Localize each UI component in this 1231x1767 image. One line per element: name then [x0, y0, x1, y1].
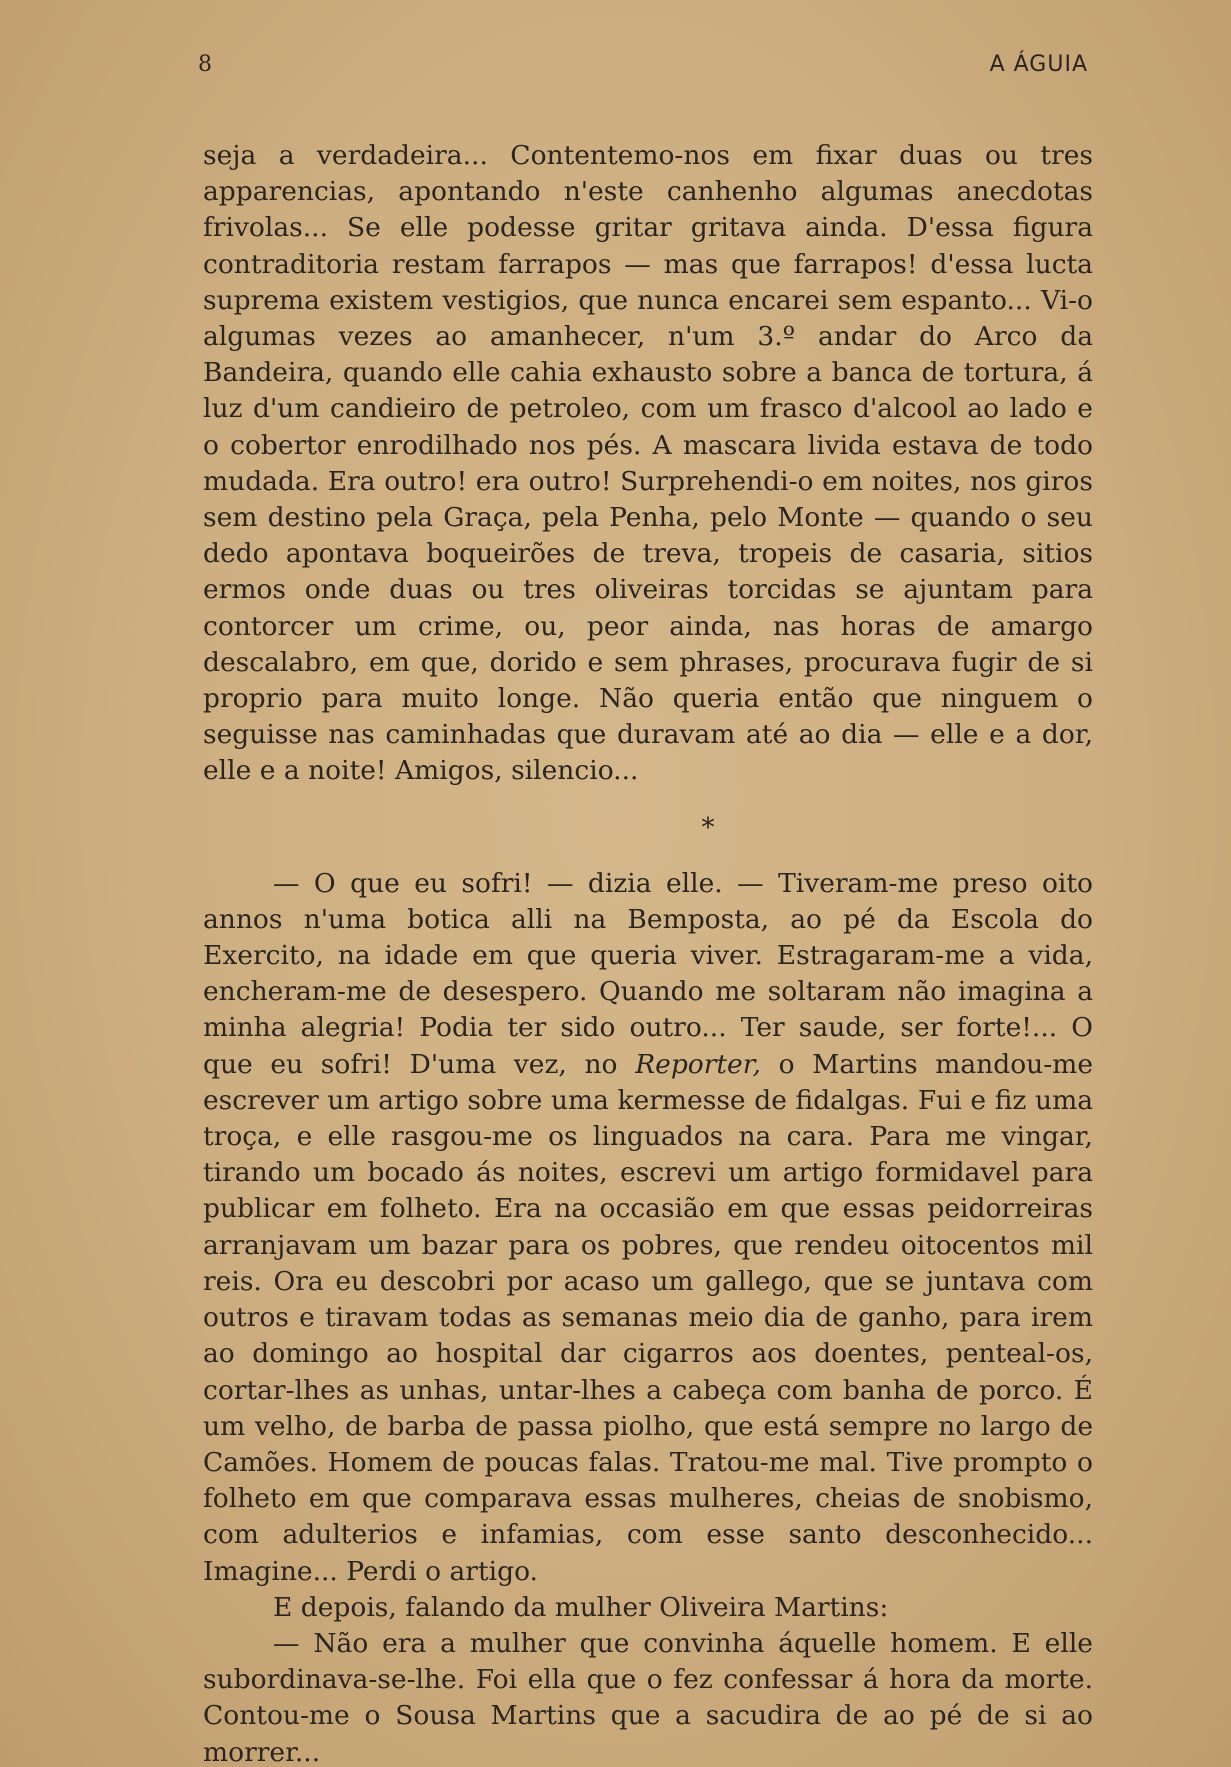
page-number: 8	[198, 52, 212, 77]
running-title: A ÁGUIA	[989, 52, 1088, 77]
paragraph-1: seja a verdadeira... Contentemo-nos em fixar duas ou tres apparencias, apontando n'este canhenho algumas anecdotas frivolas... Se elle podesse gritar gritava ainda. D'essa figura contraditoria restam farrapos — mas que farrapos! d'essa lucta suprema existem vestigios, que nunca encarei sem espanto... Vi-o algumas vezes ao amanhecer, n'um 3.º andar do Arco da Bandeira, quando elle cahia exhausto sobre a banca de tortura, á luz d'um candieiro de petroleo, com um frasco d'alcool ao lado e o cobertor enrodilhado nos pés. A mascara livida estava de todo mudada. Era outro! era outro! Surprehendi-o em noites, nos giros sem destino pela Graça, pela Penha, pelo Monte — quando o seu dedo apontava boqueirões de treva, tropeis de casaria, sitios ermos onde duas ou tres oliveiras torcidas se ajuntam para contorcer um crime, ou, peor ainda, nas horas de amargo descalabro, em que, dorido e sem phrases, procurava fugir de si proprio para muito longe. Não queria então que ninguem o seguisse nas caminhadas que duravam até ao dia — elle e a dor, elle e a noite! Amigos, silencio...	[203, 140, 1093, 787]
newspaper-title: Reporter,	[635, 1048, 761, 1080]
section-separator: *	[701, 812, 715, 843]
paragraph-2-part-b: o Martins mandou-me escrever um artigo sobre uma kermesse de fidalgas. Fui e fiz uma troça, e elle rasgou-me os linguados na cara. Para me vingar, tirando um bocado ás noites, escrevi um artigo formidavel para publicar em folheto. Era na occasião em que essas peidorreiras arranjavam um bazar para os pobres, que rendeu oitocentos mil reis. Ora eu descobri por acaso um gallego, que se juntava com outros e tiravam todas as semanas meio dia de ganho, para irem ao domingo ao hospital dar cigarros aos doentes, penteal-os, cortar-lhes as unhas, untar-lhes a cabeça com banha de porco. É um velho, de barba de passa piolho, que está sempre no largo de Camões. Homem de poucas falas. Tratou-me mal. Tive prompto o folheto em que comparava essas mulheres, cheias de snobismo, com adulterios e infamias, com esse santo desconhecido... Imagine... Perdi o artigo.	[203, 1048, 1093, 1587]
paragraph-2-part-a: — O que eu sofri! — dizia elle. — Tiveram-me preso oito annos n'uma botica alli na Bemposta, ao pé da Escola do Exercito, na idade em que queria viver. Estragaram-me a vida, encheram-me de desespero. Quando me soltaram não imagina a minha alegria! Podia ter sido outro... Ter saude, ser forte!... O que eu sofri! D'uma vez, no	[203, 867, 1093, 1080]
paragraph-3: E depois, falando da mulher Oliveira Martins:	[273, 1591, 889, 1623]
body-text	[203, 138, 1093, 1767]
page-header	[198, 52, 1088, 88]
paragraph-4: — Não era a mulher que convinha áquelle homem. E elle subordinava-se-lhe. Foi ella que o fez confessar á hora da morte. Contou-me o Sousa Martins que a sacudira de ao pé de si ao morrer...	[203, 1627, 1093, 1767]
paragraph-2	[203, 866, 1093, 1590]
